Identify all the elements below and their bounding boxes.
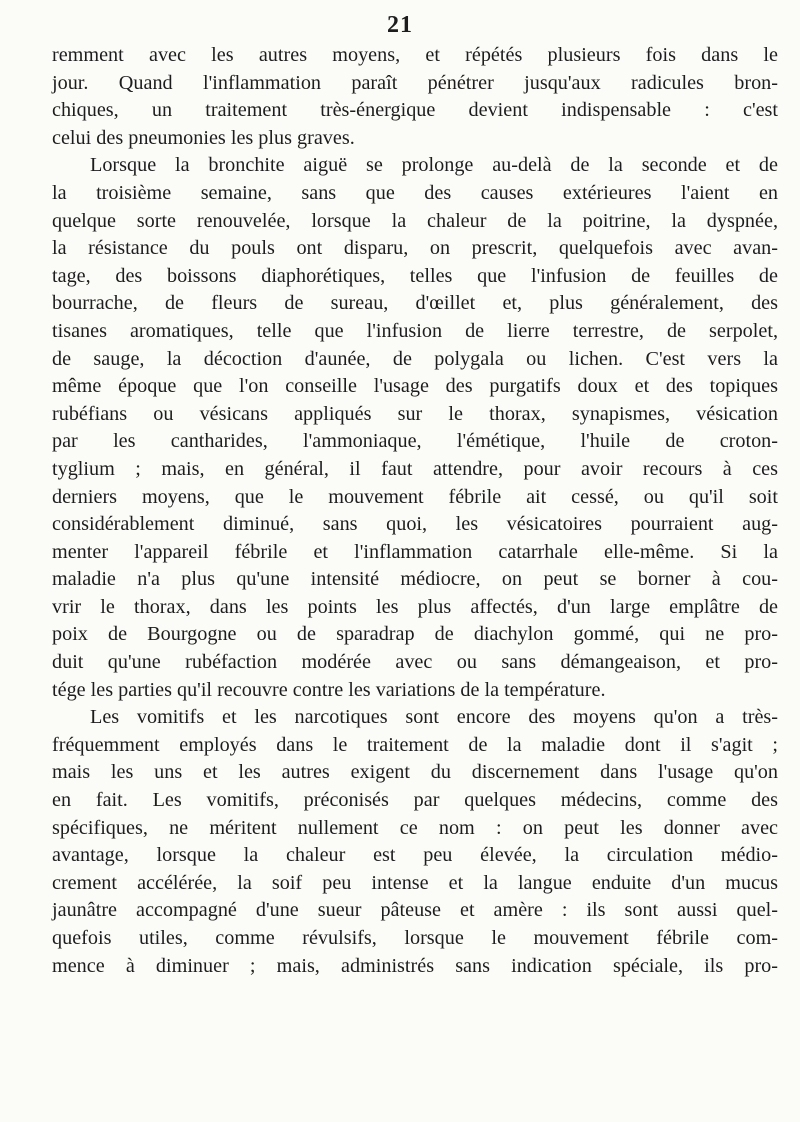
text-line: rubéfians ou vésicans appliqués sur le thorax, synapismes, vésication: [52, 402, 778, 425]
text-line: de sauge, la décoction d'aunée, de polygala ou lichen. C'est vers la: [52, 347, 778, 370]
text-line: menter l'appareil fébrile et l'inflammation catarrhale elle-même. Si la: [52, 540, 778, 563]
text-line: tyglium ; mais, en général, il faut attendre, pour avoir recours à ces: [52, 457, 778, 480]
page-number: 21: [387, 12, 413, 38]
text-line: vrir le thorax, dans les points les plus affectés, d'un large emplâtre de: [52, 595, 778, 618]
text-line: par les cantharides, l'ammoniaque, l'émétique, l'huile de croton-: [52, 430, 778, 453]
text-line: fréquemment employés dans le traitement de la maladie dont il s'agit ;: [52, 733, 778, 756]
text-line: même époque que l'on conseille l'usage des purgatifs doux et des topiques: [52, 375, 778, 398]
text-line: spécifiques, ne méritent nullement ce nom : on peut les donner avec: [52, 816, 778, 839]
text-line: chiques, un traitement très-énergique devient indispensable : c'est: [52, 99, 778, 122]
text-line: la résistance du pouls ont disparu, on prescrit, quelquefois avec avan-: [52, 237, 778, 260]
text-line: maladie n'a plus qu'une intensité médiocre, on peut se borner à cou-: [52, 568, 778, 591]
text-line: Les vomitifs et les narcotiques sont encore des moyens qu'on a très-: [90, 706, 778, 729]
text-line: avantage, lorsque la chaleur est peu élevée, la circulation médio-: [52, 844, 778, 867]
text-line: mais les uns et les autres exigent du discernement dans l'usage qu'on: [52, 761, 778, 784]
text-line: tége les parties qu'il recouvre contre les variations de la température.: [52, 678, 606, 701]
text-line: en fait. Les vomitifs, préconisés par quelques médecins, comme des: [52, 789, 778, 812]
text-line: la troisième semaine, sans que des causes extérieures l'aient en: [52, 181, 778, 204]
text-line: tage, des boissons diaphorétiques, telles que l'infusion de feuilles de: [52, 264, 778, 287]
text-line: mence à diminuer ; mais, administrés sans indication spéciale, ils pro-: [52, 954, 778, 977]
body-text: [52, 42, 778, 980]
text-line: celui des pneumonies les plus graves.: [52, 126, 355, 149]
text-line: duit qu'une rubéfaction modérée avec ou sans démangeaison, et pro-: [52, 651, 778, 674]
text-line: quefois utiles, comme révulsifs, lorsque le mouvement fébrile com-: [52, 927, 778, 949]
text-line: quelque sorte renouvelée, lorsque la chaleur de la poitrine, la dyspnée,: [52, 209, 778, 232]
text-line: derniers moyens, que le mouvement fébrile ait cessé, ou qu'il soit: [52, 485, 778, 508]
text-line: bourrache, de fleurs de sureau, d'œillet et, plus généralement, des: [52, 292, 778, 315]
text-line: jour. Quand l'inflammation paraît pénétrer jusqu'aux radicules bron-: [52, 71, 778, 94]
text-line: tisanes aromatiques, telle que l'infusion de lierre terrestre, de serpolet,: [52, 319, 778, 342]
text-line: crement accélérée, la soif peu intense et la langue enduite d'un mucus: [52, 871, 778, 894]
text-line: considérablement diminué, sans quoi, les vésicatoires pourraient aug-: [52, 513, 778, 536]
text-line: poix de Bourgogne ou de sparadrap de diachylon gommé, qui ne pro-: [52, 623, 778, 646]
text-line: Lorsque la bronchite aiguë se prolonge au-delà de la seconde et de: [90, 154, 778, 177]
text-line: jaunâtre accompagné d'une sueur pâteuse et amère : ils sont aussi quel-: [52, 899, 778, 922]
text-line: remment avec les autres moyens, et répétés plusieurs fois dans le: [52, 44, 778, 66]
